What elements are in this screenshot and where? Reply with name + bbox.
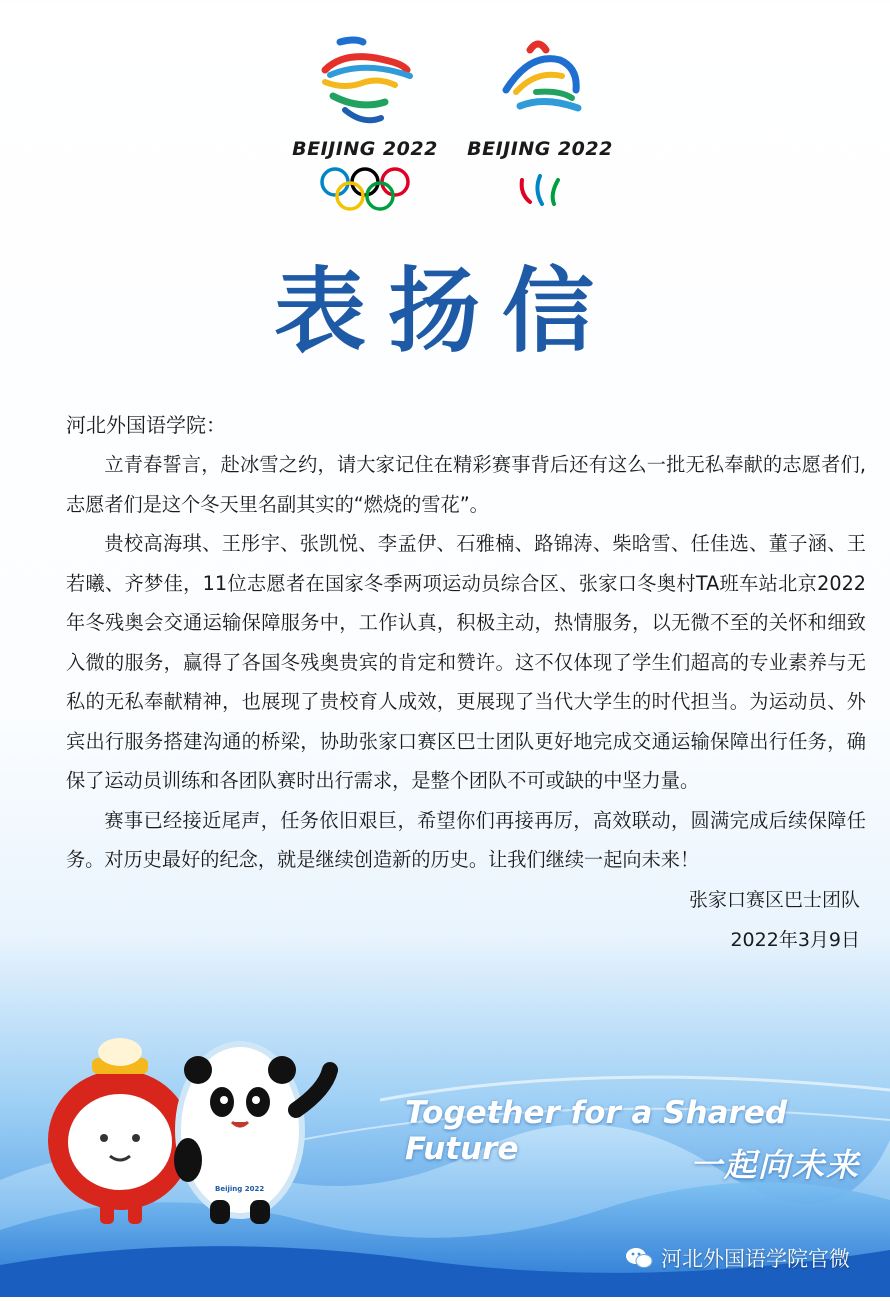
mascots-group — [40, 1030, 350, 1230]
shuey-rhon-rhon-mascot-icon — [48, 1038, 192, 1224]
winter-paralympics-emblem-icon — [460, 30, 620, 140]
paralympic-logo-caption: BEIJING 2022 — [467, 138, 613, 160]
winter-olympics-emblem-icon — [285, 30, 445, 140]
olympic-logo-caption: BEIJING 2022 — [292, 138, 438, 160]
winter-olympics-emblem — [285, 30, 445, 220]
letter-paragraph-1: 立青春誓言，赴冰雪之约，请大家记住在精彩赛事背后还有这么一批无私奉献的志愿者们,志愿者们是这个冬天里名副其实的“燃烧的雪花”。 — [66, 453, 866, 516]
slogan-chinese: 一起向未来 — [690, 1146, 861, 1184]
mascot-label: Beijing 2022 — [215, 1185, 265, 1193]
letter-body — [66, 405, 866, 960]
bing-dwen-dwen-mascot-icon — [174, 1044, 330, 1224]
slogan-english: Together for a Shared Future — [405, 1095, 788, 1167]
letter-paragraph-2: 贵校高海琪、王彤宇、张凯悦、李孟伊、石雅楠、路锦涛、柴晗雪、任佳选、董子涵、王若曦、齐梦佳，11位志愿者在国家冬季两项运动员综合区、张家口冬奥村TA班车站北京2022年冬残奥会交通运输保障服务中，工作认真，积极主动，热情服务，以无微不至的关怀和细致入微的服务，赢得了各国冬残奥贵宾的肯定和赞许。这不仅体现了学生们超高的专业素养与无私的无私奉献精神，也展现了贵校育人成效，更展现了当代大学生的时代担当。为运动员、外宾出行服务搭建沟通的桥梁，协助张家口赛区巴士团队更好地完成交通运输保障出行任务，确保了运动员训练和各团队赛时出行需求，是整个团队不可或缺的中坚力量。 — [66, 532, 866, 792]
wechat-icon — [625, 1246, 653, 1270]
winter-paralympics-emblem — [460, 30, 620, 220]
letter-paragraph-3: 赛事已经接近尾声，任务依旧艰巨，希望你们再接再厉，高效联动，圆满完成后续保障任务。对历史最好的纪念，就是继续创造新的历史。让我们继续一起向未来！ — [66, 808, 866, 871]
agitos-icon — [460, 160, 620, 220]
olympic-rings-icon — [285, 160, 445, 220]
watermark-text: 河北外国语学院官微 — [661, 1247, 850, 1271]
wechat-watermark — [625, 1243, 850, 1273]
letter-signature-date: 2022年3月9日 — [730, 928, 860, 951]
emblems-header — [0, 30, 890, 220]
page-title: 表扬信 — [273, 257, 616, 365]
letter-greeting: 河北外国语学院： — [66, 413, 226, 437]
letter-signature-org: 张家口赛区巴士团队 — [688, 888, 860, 911]
